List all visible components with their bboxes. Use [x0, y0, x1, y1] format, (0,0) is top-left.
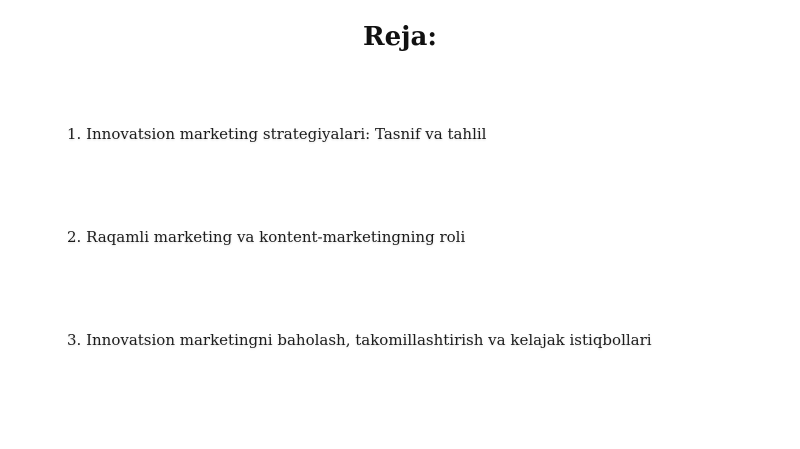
plan-item-1: 1. Innovatsion marketing strategiyalari: Tasnif va tahlil: [67, 125, 487, 143]
plan-item-2: 2. Raqamli marketing va kontent-marketingning roli: [67, 228, 466, 246]
slide-title: Reja:: [362, 22, 437, 52]
plan-item-3: 3. Innovatsion marketingni baholash, takomillashtirish va kelajak istiqbollari: [67, 331, 652, 349]
